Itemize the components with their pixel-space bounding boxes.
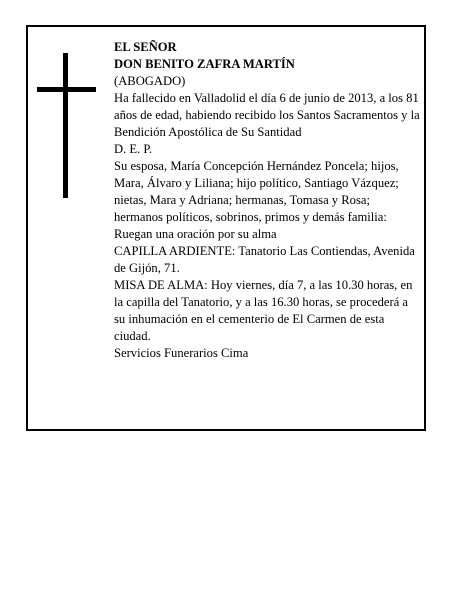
cross-vertical-bar [63, 53, 68, 198]
honorific: EL SEÑOR [114, 40, 177, 54]
deceased-name: DON BENITO ZAFRA MARTÍN [114, 57, 295, 71]
obituary-text [114, 39, 420, 362]
death-announcement: Ha fallecido en Valladolid el día 6 de junio de 2013, a los 81 años de edad, habiendo recibido los Santos Sacramentos y la Bendición Apostólica de Su Santidad [114, 91, 420, 139]
profession: (ABOGADO) [114, 74, 186, 88]
family-list: Su esposa, María Concepción Hernández Poncela; hijos, Mara, Álvaro y Liliana; hijo político, Santiago Vázquez; nietas, Mara y Adriana; hermanas, Tomasa y Rosa; hermanos políticos, sobrinos, primos y demás familia: [114, 159, 399, 224]
chapel-info: CAPILLA ARDIENTE: Tanatorio Las Contiendas, Avenida de Gijón, 71. [114, 244, 415, 275]
mass-info: MISA DE ALMA: Hoy viernes, día 7, a las 10.30 horas, en la capilla del Tanatorio, y a las 16.30 horas, se procederá a su inhumación en el cementerio de El Carmen de esta ciudad. [114, 278, 413, 343]
rip: D. E. P. [114, 142, 153, 156]
funeral-service: Servicios Funerarios Cima [114, 346, 249, 360]
cross-horizontal-bar [37, 87, 96, 92]
prayer-request: Ruegan una oración por su alma [114, 227, 277, 241]
latin-cross-icon [37, 53, 97, 198]
